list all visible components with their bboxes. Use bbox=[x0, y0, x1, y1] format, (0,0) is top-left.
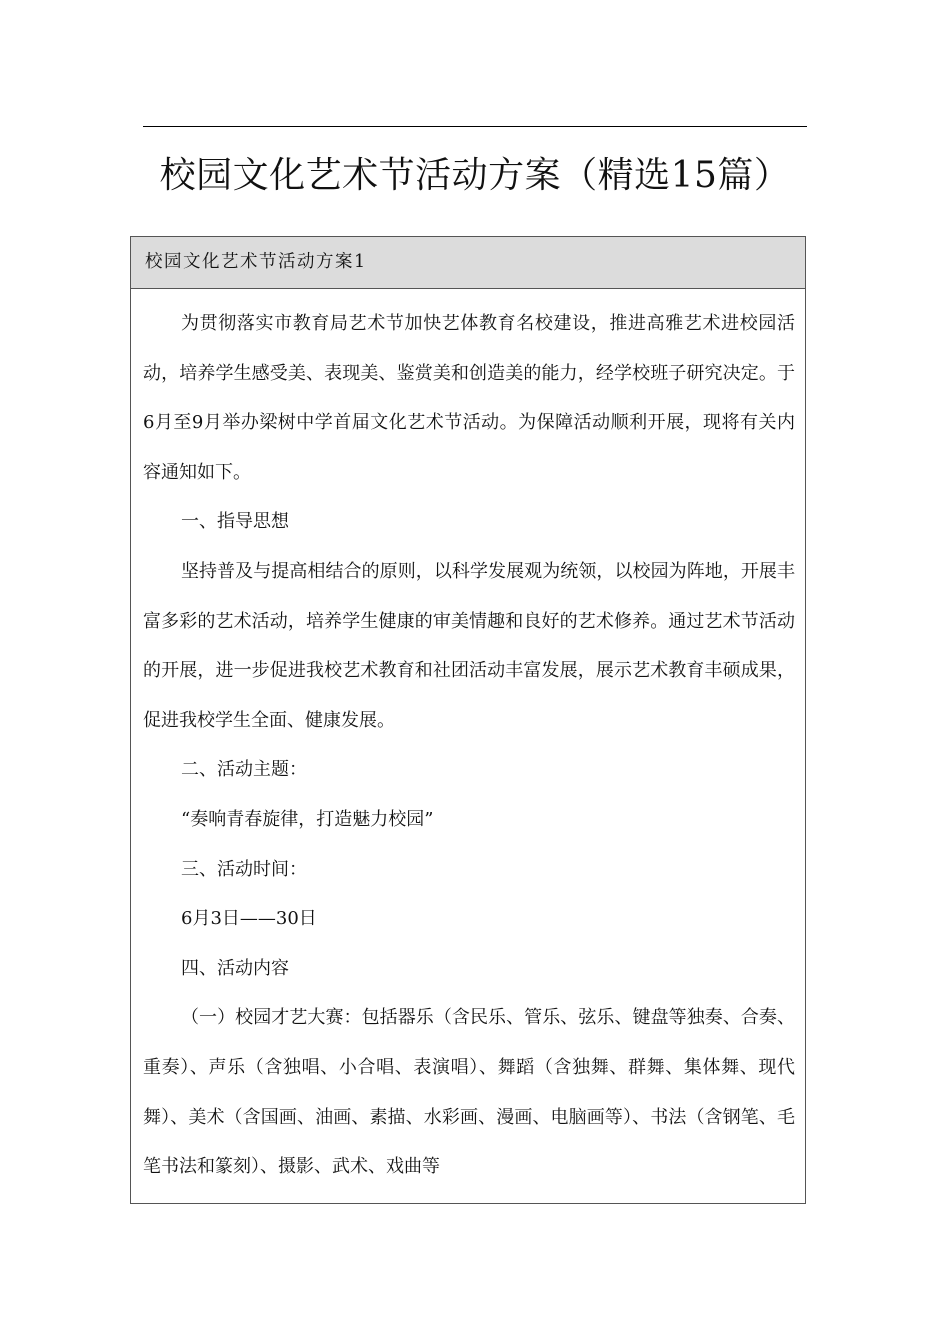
document-title: 校园文化艺术节活动方案（精选15篇） bbox=[159, 155, 791, 196]
heading-guiding-ideology: 一、指导思想 bbox=[181, 511, 289, 533]
section-heading: 校园文化艺术节活动方案1 bbox=[131, 237, 805, 289]
activity-time-text: 6月3日——30日 bbox=[181, 908, 317, 930]
section-body bbox=[131, 289, 805, 1192]
top-divider bbox=[143, 126, 807, 127]
activity-content-paragraph: （一）校园才艺大赛：包括器乐（含民乐、管乐、弦乐、键盘等独奏、合奏、重奏）、声乐（含独唱、小合唱、表演唱）、舞蹈（含独舞、群舞、集体舞、现代舞）、美术（含国画、油画、素描、水彩画、漫画、电脑画等）、书法（含钢笔、毛笔书法和篆刻）、摄影、武术、戏曲等 bbox=[143, 1007, 795, 1178]
intro-paragraph: 为贯彻落实市教育局艺术节加快艺体教育名校建设，推进高雅艺术进校园活动，培养学生感受美、表现美、鉴赏美和创造美的能力，经学校班子研究决定。于6月至9月举办梁树中学首届文化艺术节活动。为保障活动顺利开展，现将有关内容通知如下。 bbox=[143, 313, 795, 483]
section-box bbox=[130, 236, 806, 1204]
heading-activity-content: 四、活动内容 bbox=[181, 957, 289, 979]
guiding-ideology-paragraph: 坚持普及与提高相结合的原则，以科学发展观为统领，以校园为阵地，开展丰富多彩的艺术活动，培养学生健康的审美情趣和良好的艺术修养。通过艺术节活动的开展，进一步促进我校艺术教育和社团活动丰富发展，展示艺术教育丰硕成果，促进我校学生全面、健康发展。 bbox=[143, 560, 795, 731]
activity-theme-text: “奏响青春旋律，打造魅力校园” bbox=[181, 808, 434, 830]
heading-activity-theme: 二、活动主题： bbox=[181, 759, 307, 781]
heading-activity-time: 三、活动时间： bbox=[181, 858, 307, 880]
